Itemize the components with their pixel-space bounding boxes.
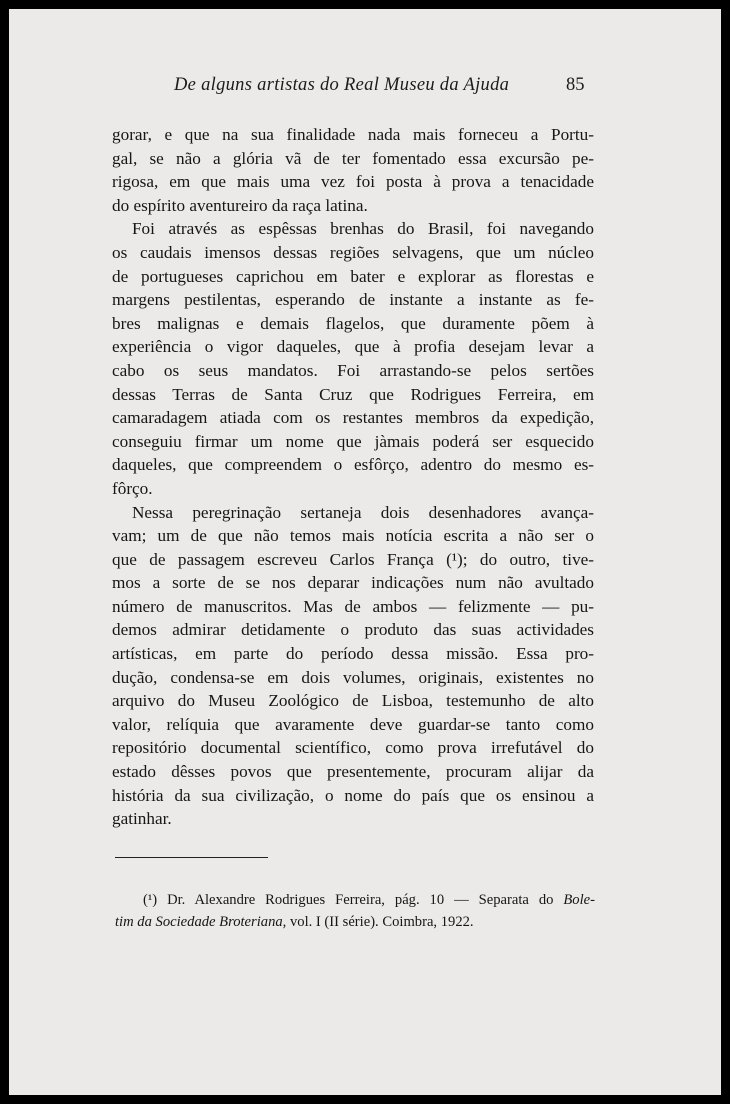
text-line: camaradagem atiada com os restantes membros da expedição, <box>112 408 594 428</box>
text-line: dessas Terras de Santa Cruz que Rodrigues Ferreira, em <box>112 384 594 404</box>
text-line: gal, se não a glória vã de ter fomentado essa excursão pe- <box>112 148 594 168</box>
text-line: experiência o vigor daqueles, que à profia desejam levar a <box>112 337 594 357</box>
page-number: 85 <box>566 75 585 95</box>
text-line: repositório documental scientífico, como prova irrefutável do <box>112 738 594 758</box>
text-line: dução, condensa-se em dois volumes, originais, existentes no <box>112 667 594 687</box>
footnote-text: vol. I (II série). Coimbra, 1922. <box>289 913 474 930</box>
text-line: gatinhar. <box>112 809 172 829</box>
footnote-divider <box>115 857 268 858</box>
text-line: vam; um de que não temos mais notícia escrita a não ser o <box>112 526 594 546</box>
text-line: Foi através as espêssas brenhas do Brasil, foi navegando <box>132 219 594 239</box>
book-page <box>9 9 721 1095</box>
footnote-ref-fragment: (¹); do outro, tive- <box>446 549 595 569</box>
text-line: os caudais imensos dessas regiões selvagens, que um núcleo <box>112 242 594 262</box>
text-line: demos admirar detidamente o produto das suas actividades <box>112 620 594 640</box>
text-line: margens pestilentas, esperando de instante a instante as fe- <box>112 290 594 310</box>
text-line: do espírito aventureiro da raça latina. <box>112 195 368 215</box>
text-line: estado dêsses povos que presentemente, procuram alijar da <box>112 762 594 782</box>
footnote-italic: tim da Sociedade Broteriana, <box>115 913 287 930</box>
footnote-line <box>115 912 595 934</box>
page-header <box>9 75 721 101</box>
text-line: Nessa peregrinação sertaneja dois desenhadores avança- <box>132 502 594 522</box>
text-line <box>112 548 594 572</box>
body-text <box>112 123 594 831</box>
text-line: mos a sorte de se nos deparar indicações num não avultado <box>112 573 594 593</box>
footnote-text: Dr. Alexandre Rodrigues Ferreira, pág. 10 — Separata do <box>167 892 554 908</box>
footnote-line <box>143 890 595 912</box>
text-line: daqueles, que compreendem o esfôrço, adentro do mesmo es- <box>112 455 594 475</box>
text-line: bres malignas e demais flagelos, que duramente põem à <box>112 313 594 333</box>
text-line: gorar, e que na sua finalidade nada mais forneceu a Portu- <box>112 125 594 144</box>
text-line: cabo os seus mandatos. Foi arrastando-se pelos sertões <box>112 360 594 380</box>
text-line: rigosa, em que mais uma vez foi posta à prova a tenacidade <box>112 172 594 192</box>
text-line: número de manuscritos. Mas de ambos — felizmente — pu- <box>112 596 594 616</box>
text-line: valor, relíquia que avaramente deve guardar-se tanto como <box>112 714 594 734</box>
text-line: conseguiu firmar um nome que jàmais poderá ser esquecido <box>112 431 594 451</box>
text-fragment: que de passagem escreveu Carlos França <box>112 549 434 569</box>
text-line: fôrço. <box>112 478 153 498</box>
footnote <box>115 890 595 933</box>
text-line: de portugueses caprichou em bater e explorar as florestas e <box>112 266 594 286</box>
footnote-marker: (¹) <box>143 892 158 908</box>
text-line: artísticas, em parte do período dessa missão. Essa pro- <box>112 644 594 664</box>
text-line: história da sua civilização, o nome do país que os ensinou a <box>112 785 594 805</box>
running-title: De alguns artistas do Real Museu da Ajuda <box>174 75 510 95</box>
footnote-italic: Bole- <box>563 892 595 908</box>
text-line: arquivo do Museu Zoológico de Lisboa, testemunho de alto <box>112 691 594 711</box>
